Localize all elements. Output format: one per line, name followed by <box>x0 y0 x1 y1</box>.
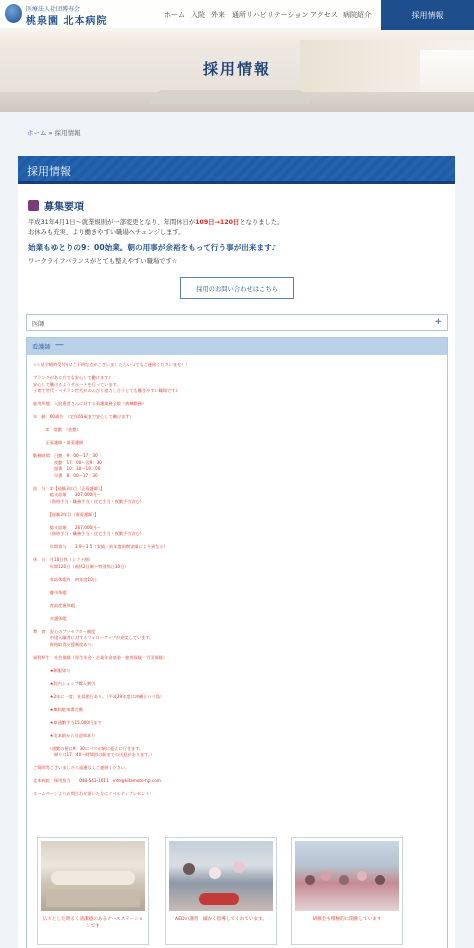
holiday-notice-text: 平成31年4月1日〜就業規則が一部変更となり、年間休日が <box>28 219 196 226</box>
accordion-doctor-label: 医師 <box>32 321 45 328</box>
briefcase-icon <box>28 200 39 211</box>
photo-card <box>165 837 277 945</box>
nav-outpatient[interactable]: 外来 <box>211 11 225 19</box>
logo-subtitle[interactable]: 医療法人社団博寿会 <box>26 6 81 13</box>
recruit-inquiry-button[interactable]: 採用のお問い合わせはこちら <box>180 277 294 299</box>
nav-access[interactable]: アクセス <box>310 11 338 19</box>
nav-inpatient[interactable]: 入院 <box>191 11 205 19</box>
breadcrumb <box>27 128 81 137</box>
recruit-heading <box>28 198 84 213</box>
hero-title: 採用情報 <box>202 60 271 78</box>
photo-caption: 研修会も積極的に開催しています <box>312 917 382 922</box>
nav-rehab[interactable]: 通所リハビリテーション <box>232 11 309 19</box>
recruit-cta-button[interactable]: 採用情報 <box>381 0 474 30</box>
photo-card <box>291 837 403 945</box>
nav-about[interactable]: 病院紹介 <box>343 11 371 19</box>
collapse-minus-icon[interactable]: — <box>55 340 64 350</box>
accordion-nurse-label: 看護師 <box>32 344 51 351</box>
accordion-nurse-header[interactable] <box>27 338 447 355</box>
holiday-notice-line2: お休みも充実、より働きやすい職場へチェンジします。 <box>28 229 185 236</box>
accordion-nurse <box>26 337 448 948</box>
section-title: 採用情報 <box>27 165 71 178</box>
nurse-station-photo <box>41 841 145 911</box>
main-content <box>0 112 474 948</box>
work-life-text: ワークライフバランスがとても整えやすい職場です☆ <box>28 258 178 265</box>
holiday-notice <box>28 218 283 238</box>
holiday-notice-tail: となりました。 <box>239 219 284 226</box>
start-time-lead: 始業もゆとりの9：00始業。朝の用事が余裕をもって行う事が出来ます♪ <box>28 243 277 252</box>
accordion-doctor[interactable] <box>26 314 448 331</box>
breadcrumb-current: 採用情報 <box>54 129 81 137</box>
nurse-job-details: ☆☆見学随時受付中♪ご不明な点がございましたらいつでもご連絡くださいませ！！ ブランクがある方でも安心して働けます♪ 安心して働けるようサポートを行っています。 子育て世代・ベテラン世代がのんびり協力し合うとても働きやすい職場です♪ 雇用形態：入院患者さんに対する看護業務全般（病棟勤務） 年 齢：60歳位 （定年65歳まで安心して働けます） ① 常勤 （夜勤） 正看護師・准看護師 勤務時間：日勤 9：00〜17：30 夜勤 17：00〜翌9：30 遅番 10：30〜19：00 早番 8：00〜17：30 給 与：①【経験3年目（正看護師）】 総支給額 307,000円〜 （資格手当・職務手当・住宅手当・夜勤手当含む） 【経験3年目（准看護師）】 総支給額 267,000円〜 （資格手当・職務手当・住宅手当・夜勤手当含む） 年間賞与 3.9〜3.5（実績／前年度前期実績により異なる） 休 日：月10日休（シフト制） 年間120日（週休2日制＋特別休日10日） 有給休暇有 初年度10日 慶弔休暇 産前産後休暇 介護休暇 教 育：安心のプリセプター制度 中途入職者に対するフォローアップが充実しています。 資格取得支援制度あり。 福利厚生：社会保険（厚生年金・企業年金基金・雇用保険・労災保険） ★制服貸与 ★院内ショップ購入割引 ★2年に一度、社員旅行あり。（平成29年度は沖縄とバリ島） ★無料駐車場完備 ★車通勤手当15,000円まで ★北本駅から送迎車あり （通勤の便は9：30にバスが駅に迎えに行きます。 帰りは17：40〜時間帯の駅までの送迎があります。） ご質問等ございましたら遠慮なくご連絡ください。 北本病院 採用担当 048-543-1011 info@kitamoto-hp.com ホームページよりお問合わせ頂いた方にノベルティプレゼント！ <box>33 362 190 796</box>
aed-training-photo <box>169 841 273 911</box>
expand-plus-icon[interactable]: + <box>434 317 442 327</box>
recruit-heading-text: 募集要項 <box>44 202 84 213</box>
recruit-panel <box>18 156 455 948</box>
breadcrumb-separator: » <box>48 129 53 137</box>
training-seminar-photo <box>295 841 399 911</box>
photo-card <box>37 837 149 945</box>
logo-title[interactable]: 桃泉園 北本病院 <box>26 16 108 27</box>
nav-home[interactable]: ホーム <box>164 11 185 19</box>
photo-caption: 広々とした明るく清潔感のあるナースステーションです <box>42 917 144 929</box>
photo-gallery <box>31 837 441 947</box>
hospital-logo-icon[interactable] <box>5 4 22 23</box>
photo-caption: AEDの講習 細かく指導してくれています。 <box>175 917 267 922</box>
section-title-bar <box>18 156 455 184</box>
breadcrumb-home-link[interactable]: ホーム <box>27 129 47 137</box>
holiday-count-highlight: 109日→120日 <box>195 219 240 226</box>
